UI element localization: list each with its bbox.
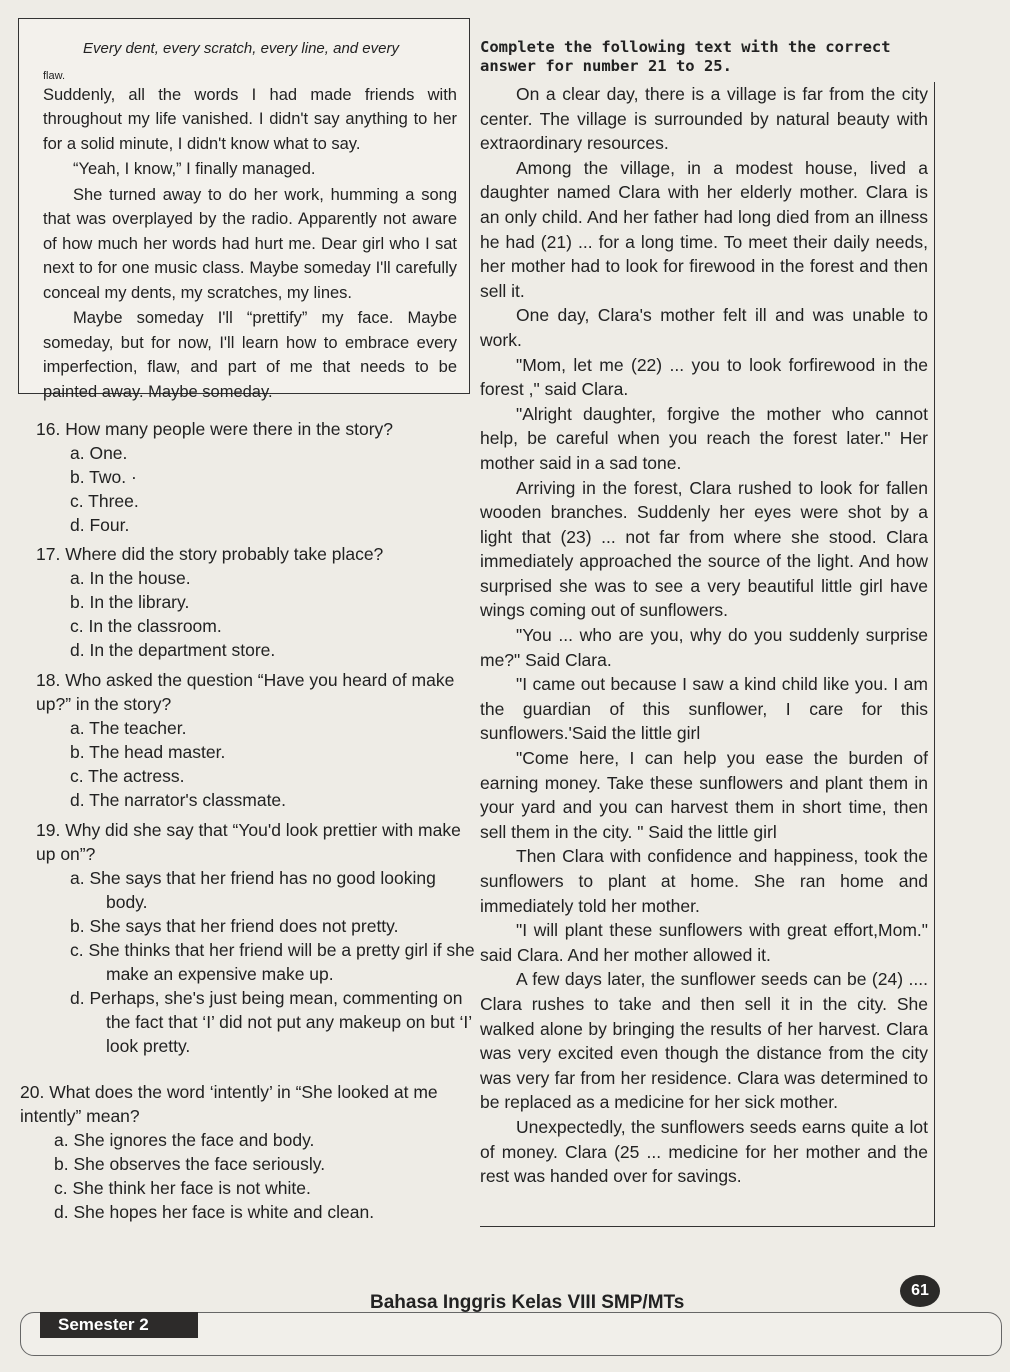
semester-label: Semester 2 xyxy=(40,1312,198,1338)
option: d. Perhaps, she's just being mean, commenting on the fact that ‘I’ did not put any makeup on but ‘I’ look pretty. xyxy=(70,988,472,1056)
option: d. In the department store. xyxy=(70,640,276,660)
story-paragraph: "You ... who are you, why do you suddenly surprise me?" Said Clara. xyxy=(480,625,928,670)
option: a. In the house. xyxy=(70,568,191,588)
option: a. She ignores the face and body. xyxy=(54,1130,315,1150)
story-paragraph: "I came out because I saw a kind child like you. I am the guardian of this sunflower, I care for this sunflowers.'Said the little girl xyxy=(480,674,928,744)
question-stem: 18. Who asked the question “Have you heard of make up?” in the story? xyxy=(36,670,455,714)
option: b. In the library. xyxy=(70,592,190,612)
poem-flaw-word: flaw. xyxy=(43,69,66,82)
option: c. The actress. xyxy=(70,766,185,786)
option: d. Four. xyxy=(70,515,130,535)
question-stem: 20. What does the word ‘intently’ in “She looked at me intently” mean? xyxy=(20,1082,438,1126)
option: a. The teacher. xyxy=(70,718,187,738)
option: c. Three. xyxy=(70,491,139,511)
poem-line: Maybe someday I'll “prettify” my face. Maybe someday, but for now, I'll learn how to embrace every imperfection, flaw, and part of me that needs to be painted away. Maybe someday. xyxy=(43,309,457,401)
page-number: 61 xyxy=(900,1275,940,1307)
option: b. Two. · xyxy=(70,467,137,487)
instruction-heading: Complete the following text with the correct answer for number 21 to 25. xyxy=(480,38,891,75)
option: a. One. xyxy=(70,443,128,463)
option: a. She says that her friend has no good looking body. xyxy=(70,868,436,912)
question-stem: 16. How many people were there in the story? xyxy=(36,419,393,439)
option: b. She says that her friend does not pretty. xyxy=(70,916,399,936)
poem-line: “Yeah, I know,” I finally managed. xyxy=(73,160,316,178)
poem-title: Every dent, every scratch, every line, and every xyxy=(83,40,399,57)
story-paragraph: Arriving in the forest, Clara rushed to look for fallen wooden branches. Suddenly her eyes were shot by a light that (23) ... not far from where she stood. Clara immediately approached the source of the light. And how surprised she was to see a very beautiful little girl have wings coming out of sunflowers. xyxy=(480,477,928,621)
question-18 xyxy=(36,668,476,812)
story-paragraph: "I will plant these sunflowers with great effort,Mom." said Clara. And her mother allowed it. xyxy=(480,920,928,965)
option: b. The head master. xyxy=(70,742,226,762)
option: c. In the classroom. xyxy=(70,616,222,636)
poem-box xyxy=(18,18,470,401)
poem-line: She turned away to do her work, humming a song that was overplayed by the radio. Apparently not aware of how much her words had hurt me. Dear girl who I sat next to for one music class. Maybe someday I'll carefully conceal my dents, my scratches, my lines. xyxy=(43,185,457,302)
story-paragraph: "Mom, let me (22) ... you to look forfirewood in the forest ," said Clara. xyxy=(480,354,928,400)
story-paragraph: "Come here, I can help you ease the burden of earning money. Take these sunflowers and plant them in your yard and you can harvest them in short time, then sell them in the city. " Said the little girl xyxy=(480,748,928,842)
poem-line: Suddenly, all the words I had made friends with throughout my life vanished. I didn't say anything to her for a solid minute, I didn't know what to say. xyxy=(43,85,457,153)
option: c. She thinks that her friend will be a pretty girl if she make an expensive make up. xyxy=(70,940,475,984)
story-paragraph: Then Clara with confidence and happiness, took the sunflowers to plant at home. She ran home and immediately told her mother. xyxy=(480,846,928,916)
story-paragraph: One day, Clara's mother felt ill and was unable to work. xyxy=(480,305,928,350)
question-stem: 17. Where did the story probably take place? xyxy=(36,544,384,564)
story-paragraph: "Alright daughter, forgive the mother who cannot help, be careful when you reach the forest later." Her mother said in a sad tone. xyxy=(480,403,928,473)
option: d. The narrator's classmate. xyxy=(70,790,287,810)
option: d. She hopes her face is white and clean. xyxy=(54,1202,375,1222)
left-column xyxy=(18,18,470,401)
instruction-block xyxy=(480,38,940,82)
story-text xyxy=(480,82,935,1227)
question-20 xyxy=(20,1080,460,1224)
story-paragraph: A few days later, the sunflower seeds can be (24) .... Clara rushes to take and then sell it in the city. She walked alone by bringing the results of her harvest. Clara was very excited even though the distance from the city was very far from her residence. Clara was determined to be replaced as a medicine for her sick mother. xyxy=(480,969,928,1113)
option: c. She think her face is not white. xyxy=(54,1178,311,1198)
question-16 xyxy=(36,417,476,537)
story-paragraph: On a clear day, there is a village is far from the city center. The village is surrounded by natural beauty with extraordinary resources. xyxy=(480,84,928,154)
option: b. She observes the face seriously. xyxy=(54,1154,326,1174)
question-stem: 19. Why did she say that “You'd look prettier with make up on”? xyxy=(36,820,461,864)
story-paragraph: Among the village, in a modest house, lived a daughter named Clara with her elderly mother. Clara is an only child. And her father had long died from an illness he had (21) ... for a long time. To meet their daily needs, her mother had to look for firewood in the forest and then sell it. xyxy=(480,157,928,301)
story-paragraph: Unexpectedly, the sunflowers seeds earns quite a lot of money. Clara (25 ... medicine for her mother and the rest was handed over for savings. xyxy=(480,1116,928,1187)
question-19 xyxy=(36,818,476,1058)
question-17 xyxy=(36,542,476,662)
book-title: Bahasa Inggris Kelas VIII SMP/MTs xyxy=(370,1292,685,1313)
